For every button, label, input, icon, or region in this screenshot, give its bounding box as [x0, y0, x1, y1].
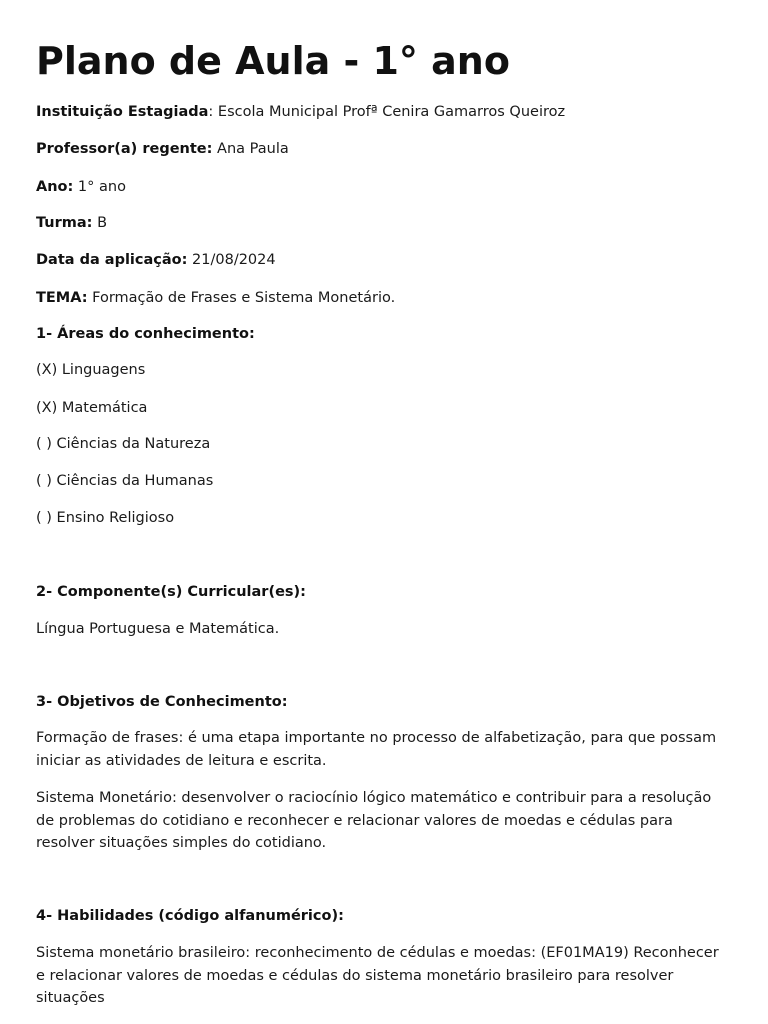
ano-value: 1° ano	[73, 179, 126, 195]
instituicao-separator: :	[208, 104, 218, 120]
objetivos-paragraph-frases: Formação de frases: é uma etapa importante no processo de alfabetização, para que possam iniciar as atividades de leitura e escrita.	[36, 730, 717, 769]
componentes-heading: 2- Componente(s) Curricular(es):	[36, 584, 306, 600]
professor-line	[36, 138, 289, 160]
professor-label: Professor(a) regente:	[36, 141, 213, 157]
area-item-ciencias-natureza: ( ) Ciências da Natureza	[36, 436, 211, 452]
instituicao-value: Escola Municipal Profª Cenira Gamarros Queiroz	[217, 104, 566, 120]
data-aplicacao-value: 21/08/2024	[187, 252, 276, 268]
data-aplicacao-line	[36, 249, 276, 271]
data-aplicacao-label: Data da aplicação:	[36, 252, 188, 268]
professor-value: Ana Paula	[212, 141, 289, 157]
tema-value: Formação de Frases e Sistema Monetário.	[87, 290, 396, 306]
habilidades-paragraph: Sistema monetário brasileiro: reconhecimento de cédulas e moedas: (EF01MA19) Reconhecer e relacionar valores de moedas e cédulas do sistema monetário brasileiro para resolver situações	[36, 945, 719, 1006]
tema-label: TEMA:	[36, 290, 88, 306]
tema-line	[36, 287, 395, 309]
page-title: Plano de Aula - 1° ano	[36, 39, 510, 83]
turma-label: Turma:	[36, 215, 93, 231]
componentes-text: Língua Portuguesa e Matemática.	[36, 621, 280, 637]
objetivos-heading: 3- Objetivos de Conhecimento:	[36, 694, 288, 710]
instituicao-line	[36, 101, 565, 123]
objetivos-paragraph-monetario: Sistema Monetário: desenvolver o raciocínio lógico matemático e contribuir para a resolução de problemas do cotidiano e reconhecer e relacionar valores de moedas e cédulas para resolver situações simples do cotidiano.	[36, 790, 712, 851]
area-item-matematica: (X) Matemática	[36, 400, 148, 416]
area-item-linguagens: (X) Linguagens	[36, 362, 146, 378]
turma-line	[36, 212, 107, 234]
areas-heading: 1- Áreas do conhecimento:	[36, 326, 255, 342]
ano-line	[36, 176, 126, 198]
turma-value: B	[92, 215, 108, 231]
habilidades-heading: 4- Habilidades (código alfanumérico):	[36, 908, 344, 924]
area-item-ensino-religioso: ( ) Ensino Religioso	[36, 510, 175, 526]
area-item-ciencias-humanas: ( ) Ciências da Humanas	[36, 473, 214, 489]
ano-label: Ano:	[36, 179, 74, 195]
instituicao-label: Instituição Estagiada	[36, 104, 209, 120]
